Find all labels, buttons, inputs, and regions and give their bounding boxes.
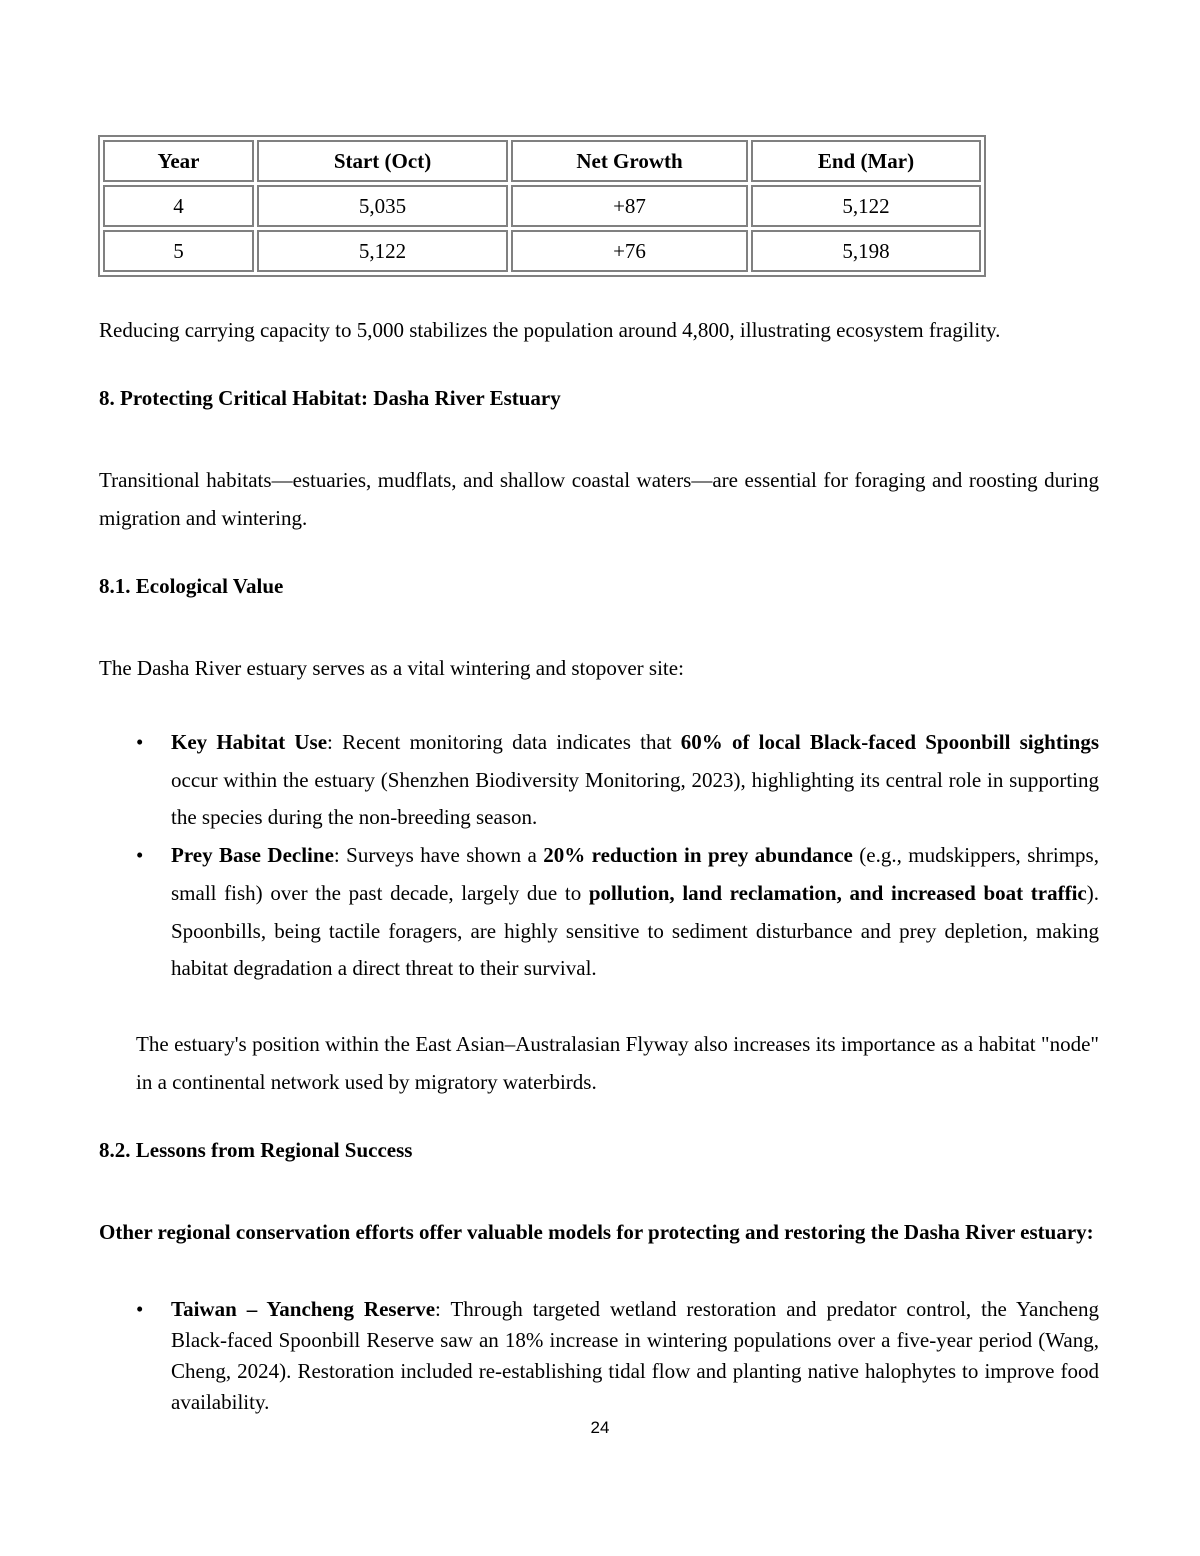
cell-end: 5,122: [751, 185, 981, 227]
cell-end: 5,198: [751, 230, 981, 272]
bullet-label: Prey Base Decline: [171, 843, 334, 868]
table-row: [103, 230, 981, 272]
table-header-row: [103, 140, 981, 182]
cell-net-growth: +76: [511, 230, 748, 272]
list-item-key-habitat-use: [99, 724, 1099, 837]
section-8-1-intro: The Dasha River estuary serves as a vital wintering and stopover site:: [99, 656, 684, 680]
bullet-text: : Through targeted wetland restoration and predator control, the Yancheng Black-faced Spoonbill Reserve saw an 18% increase in wintering populations over a five-year period (Wang, Cheng, 2024). Restoration included re-establishing tidal flow and planting native halophytes to improve food availability.: [171, 1297, 1099, 1414]
header-net-growth: Net Growth: [511, 140, 748, 182]
cell-year: 5: [103, 230, 254, 272]
section-8-heading: 8. Protecting Critical Habitat: Dasha River Estuary: [99, 386, 561, 410]
list-item-prey-base-decline: [99, 837, 1099, 988]
flyway-note: The estuary's position within the East Asian–Australasian Flyway also increases its importance as a habitat "node" in a continental network used by migratory waterbirds.: [136, 1032, 1099, 1094]
cell-year: 4: [103, 185, 254, 227]
bullet-text: (e.g., mudskippers, shrimps, small fish) over the past decade, largely due to: [171, 843, 1099, 905]
bullet-icon: •: [136, 1297, 144, 1321]
bullet-text: occur within the estuary (Shenzhen Biodiversity Monitoring, 2023), highlighting its central role in supporting the species during the non-breeding season.: [171, 767, 1099, 830]
bullet-icon: •: [136, 843, 144, 868]
header-year: Year: [103, 140, 254, 182]
section-8-2-heading: 8.2. Lessons from Regional Success: [99, 1138, 413, 1162]
bullet-label: Key Habitat Use: [171, 730, 328, 754]
table-row: [103, 185, 981, 227]
cell-net-growth: +87: [511, 185, 748, 227]
section-8-intro: Transitional habitats—estuaries, mudflats, and shallow coastal waters—are essential for foraging and roosting during migration and wintering.: [99, 468, 1099, 530]
header-start: Start (Oct): [257, 140, 508, 182]
header-end: End (Mar): [751, 140, 981, 182]
regional-success-list: [99, 1294, 1099, 1418]
list-item-yancheng-reserve: [99, 1294, 1099, 1418]
bullet-emphasis: 60% of local Black-faced Spoonbill sightings: [680, 730, 1099, 754]
population-table: [98, 135, 986, 277]
section-8-1-heading: 8.1. Ecological Value: [99, 574, 284, 598]
bullet-text: : Recent monitoring data indicates that: [327, 730, 681, 754]
bullet-icon: •: [136, 730, 144, 754]
cell-start: 5,035: [257, 185, 508, 227]
page-number: 24: [590, 1418, 610, 1437]
section-8-2-intro: Other regional conservation efforts offer valuable models for protecting and restoring the Dasha River estuary:: [99, 1220, 1094, 1244]
capacity-note: Reducing carrying capacity to 5,000 stabilizes the population around 4,800, illustrating ecosystem fragility.: [99, 318, 1001, 342]
cell-start: 5,122: [257, 230, 508, 272]
bullet-text: : Surveys have shown a: [333, 843, 544, 868]
bullet-text: ). Spoonbills, being tactile foragers, are highly sensitive to sediment disturbance and prey depletion, making habitat degradation a direct threat to their survival.: [171, 880, 1099, 981]
bullet-emphasis: pollution, land reclamation, and increased boat traffic: [588, 880, 1087, 905]
ecological-value-list: [99, 724, 1099, 988]
bullet-emphasis: 20% reduction in prey abundance: [543, 843, 853, 868]
bullet-label: Taiwan – Yancheng Reserve: [171, 1297, 436, 1321]
